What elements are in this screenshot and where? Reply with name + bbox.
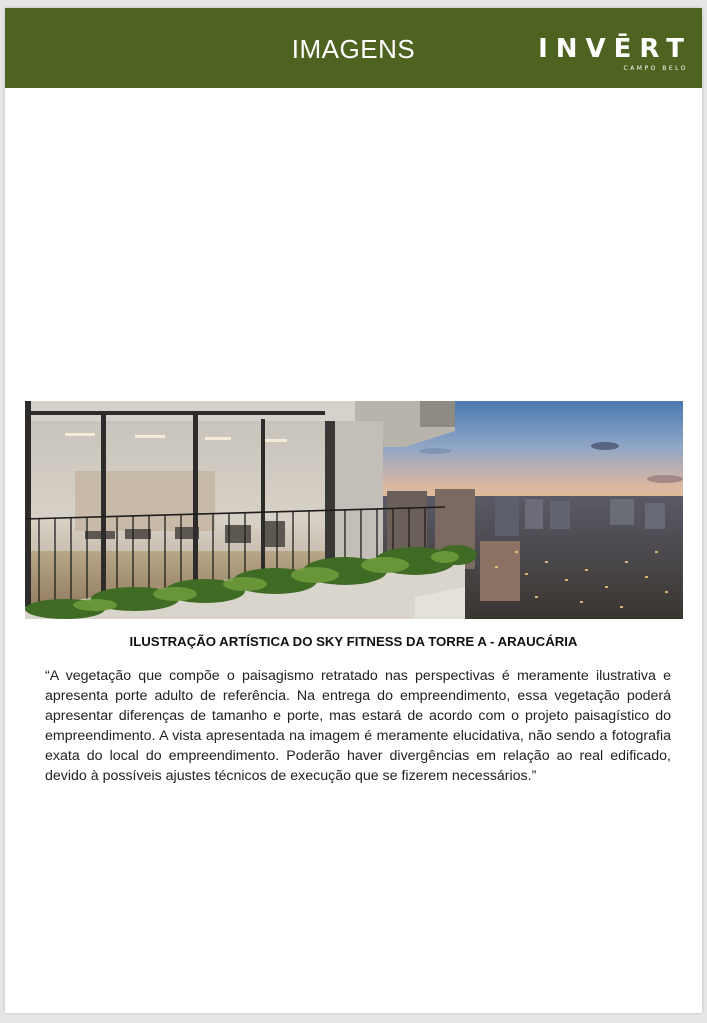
document-page xyxy=(5,8,702,1013)
page-header xyxy=(5,8,702,88)
invert-logo xyxy=(538,34,692,75)
logo-wordmark: INVĒRT xyxy=(538,34,692,64)
logo-subtitle: CAMPO BELO xyxy=(623,65,688,72)
disclaimer-text: “A vegetação que compõe o paisagismo retratado nas perspectivas é meramente ilustrativa e apresenta porte adulto de referência. Na entrega do empreendimento, essa vegetação poderá apresentar diferenças de tamanho e porte, mas estará de acordo com o projeto paisagístico do empreendimento. A vista apresentada na imagem é meramente elucidativa, não sendo a fotografia exata do local do empreendimento. Poderão haver divergências em relação ao real edificado, devido à possíveis ajustes técnicos de execução que se fizerem necessários.” xyxy=(45,668,671,784)
sky-fitness-illustration xyxy=(25,401,683,619)
image-caption: ILUSTRAÇÃO ARTÍSTICA DO SKY FITNESS DA TORRE A - ARAUCÁRIA xyxy=(129,634,578,649)
page-title: IMAGENS xyxy=(291,34,416,64)
